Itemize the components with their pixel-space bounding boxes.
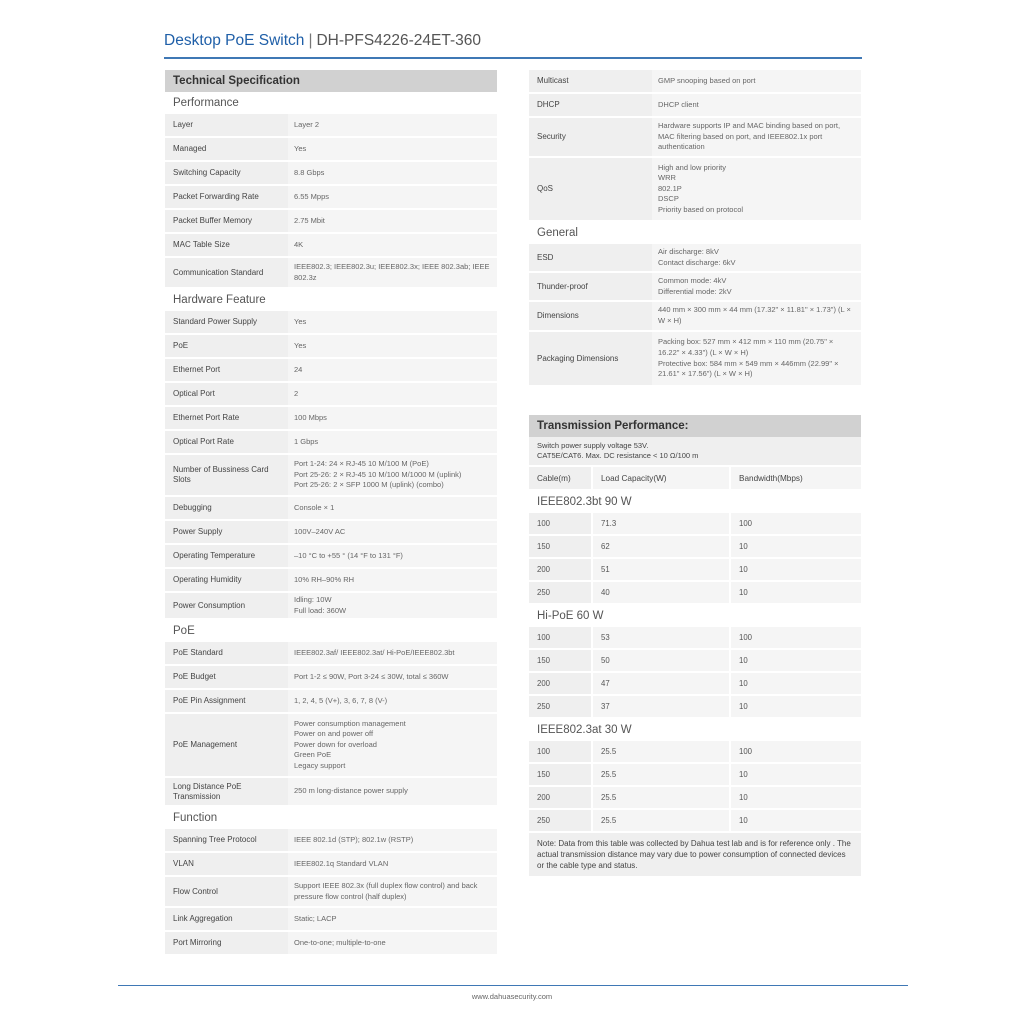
group-heading: Hi-PoE 60 W (537, 610, 604, 622)
spec-row (165, 383, 497, 405)
general-heading: General (537, 227, 578, 239)
spec-row (529, 94, 861, 116)
footer-divider (118, 985, 908, 986)
spec-value: GMP snooping based on port (658, 75, 756, 85)
spec-value-line: Protective box: 584 mm × 549 mm × 446mm (22.99" × 21.61" × 17.56") (L × W × H) (658, 358, 839, 379)
spec-value-line: Power on and power off (294, 729, 374, 739)
spec-value-line: Full load: 360W (294, 605, 347, 615)
spec-label: DHCP (537, 100, 560, 109)
spec-row (165, 210, 497, 232)
bandwidth-cell: 10 (731, 764, 861, 785)
spec-row (165, 258, 497, 287)
load-cell: 40 (593, 582, 729, 603)
spec-label: Long Distance PoE Transmission (173, 781, 242, 801)
cable-cell: 100 (529, 741, 591, 762)
table-row (529, 810, 861, 831)
spec-value: IEEE802.1q Standard VLAN (294, 858, 389, 868)
spec-value-line: WRR (658, 173, 676, 183)
load-cell: 37 (593, 696, 729, 717)
spec-value-line: DSCP (658, 194, 679, 204)
spec-value: 24 (294, 364, 303, 374)
spec-row (529, 118, 861, 156)
table-row (529, 582, 861, 603)
table-row (529, 536, 861, 557)
spec-row (165, 359, 497, 381)
cable-cell: 150 (529, 764, 591, 785)
table-row (529, 696, 861, 717)
spec-label: ESD (537, 252, 554, 262)
spec-row (165, 186, 497, 208)
load-cell: 47 (593, 673, 729, 694)
spec-label: Ethernet Port Rate (173, 413, 240, 422)
spec-row (165, 908, 497, 930)
spec-label: Ethernet Port (173, 365, 221, 374)
spec-row (165, 778, 497, 805)
column-header: Cable(m) (529, 467, 591, 489)
spec-label: Managed (173, 144, 207, 153)
spec-row (165, 690, 497, 712)
poe-heading: PoE (173, 625, 195, 637)
tech-spec-title: Technical Specification (165, 70, 497, 92)
column-header: Bandwidth(Mbps) (731, 467, 861, 489)
spec-value: 8.8 Gbps (294, 167, 325, 177)
bandwidth-cell: 10 (731, 810, 861, 831)
table-row (529, 650, 861, 671)
load-cell: 25.5 (593, 810, 729, 831)
title-divider (164, 57, 862, 59)
column-header: Load Capacity(W) (593, 467, 729, 489)
spec-row (529, 70, 861, 92)
spec-row (165, 521, 497, 543)
spec-row (165, 455, 497, 495)
load-cell: 62 (593, 536, 729, 557)
table-row (529, 764, 861, 785)
bandwidth-cell: 10 (731, 559, 861, 580)
spec-label: Power Consumption (173, 600, 246, 610)
spec-value: Support IEEE 802.3x (full duplex flow control) and back pressure flow control (half duplex) (294, 880, 478, 901)
spec-label: Port Mirroring (173, 938, 222, 947)
spec-row (165, 407, 497, 429)
spec-row (529, 302, 861, 330)
table-row (529, 787, 861, 808)
spec-row (529, 158, 861, 220)
spec-value: 2.75 Mbit (294, 215, 325, 225)
load-cell: 25.5 (593, 764, 729, 785)
spec-value-line: Power consumption management (294, 718, 406, 728)
spec-row (165, 234, 497, 256)
load-cell: 71.3 (593, 513, 729, 534)
hardware-heading: Hardware Feature (173, 294, 266, 306)
spec-row (165, 497, 497, 519)
right-column (529, 70, 861, 876)
function-heading: Function (173, 812, 218, 824)
spec-label: Debugging (173, 503, 212, 512)
spec-value: Port 1-2 ≤ 90W, Port 3-24 ≤ 30W, total ≤ 360W (294, 671, 449, 681)
note-line: CAT5E/CAT6. Max. DC resistance < 10 Ω/100 m (537, 451, 699, 460)
spec-value-line: Air discharge: 8kV (658, 246, 719, 256)
transmission-note (529, 437, 861, 465)
spec-row (165, 877, 497, 906)
table-row (529, 741, 861, 762)
spec-value: DHCP client (658, 99, 699, 109)
bandwidth-cell: 100 (731, 627, 861, 648)
spec-label: Communication Standard (173, 267, 264, 277)
spec-row (165, 138, 497, 160)
spec-value-line: Priority based on protocol (658, 204, 744, 214)
spec-label: Spanning Tree Protocol (173, 835, 257, 844)
spec-value-line: High and low priority (658, 162, 726, 172)
spec-label: Link Aggregation (173, 914, 233, 923)
cable-cell: 100 (529, 513, 591, 534)
spec-row (165, 666, 497, 688)
load-cell: 50 (593, 650, 729, 671)
spec-label: QoS (537, 184, 554, 193)
bandwidth-cell: 10 (731, 673, 861, 694)
spec-value: 440 mm × 300 mm × 44 mm (17.32" × 11.81" × 1.73") (L × W × H) (658, 305, 851, 325)
spec-label: Packet Buffer Memory (173, 216, 252, 225)
spec-value: 100 Mbps (294, 412, 327, 422)
load-cell: 25.5 (593, 741, 729, 762)
spec-value: Yes (294, 316, 307, 326)
spec-value-line: Packing box: 527 mm × 412 mm × 110 mm (20.75" × 16.22" × 4.33") (L × W × H) (658, 337, 834, 357)
spec-row (165, 932, 497, 954)
spec-value: 2 (294, 388, 299, 398)
load-cell: 51 (593, 559, 729, 580)
spec-value-line: Common mode: 4kV (658, 275, 727, 285)
group-heading: IEEE802.3at 30 W (537, 724, 632, 736)
cable-cell: 250 (529, 696, 591, 717)
bandwidth-cell: 100 (731, 513, 861, 534)
spec-value-line: Idling: 10W (294, 594, 332, 604)
spec-value: 1, 2, 4, 5 (V+), 3, 6, 7, 8 (V-) (294, 695, 388, 705)
spec-label: Number of Bussiness Card Slots (173, 465, 269, 484)
spec-value: Hardware supports IP and MAC binding based on port, MAC filtering based on port, and IEEE802.1x port authentication (658, 121, 841, 152)
cable-cell: 150 (529, 536, 591, 557)
spec-label: Packaging Dimensions (537, 353, 619, 363)
spec-value: Yes (294, 340, 307, 350)
spec-value: IEEE 802.1d (STP); 802.1w (RSTP) (294, 834, 414, 844)
spec-value-line: Port 25-26: 2 × RJ-45 10 M/100 M/1000 M (uplink) (294, 469, 462, 479)
cable-cell: 200 (529, 673, 591, 694)
spec-value: 1 Gbps (294, 436, 319, 446)
document-title (164, 32, 481, 50)
spec-row (165, 335, 497, 357)
spec-value-line: Power down for overload (294, 739, 377, 749)
spec-label: Packet Forwarding Rate (173, 192, 259, 201)
spec-row (165, 714, 497, 776)
spec-label: VLAN (173, 859, 194, 868)
spec-value: 100V–240V AC (294, 526, 346, 536)
cable-cell: 200 (529, 787, 591, 808)
spec-value-line: Differential mode: 2kV (658, 286, 732, 296)
bandwidth-cell: 100 (731, 741, 861, 762)
spec-row (165, 593, 497, 618)
spec-label: PoE Budget (173, 672, 216, 681)
spec-label: PoE Standard (173, 648, 223, 657)
cable-cell: 100 (529, 627, 591, 648)
table-row (529, 513, 861, 534)
spec-label: Dimensions (537, 311, 579, 320)
spec-value: One-to-one; multiple-to-one (294, 937, 386, 947)
performance-heading: Performance (173, 97, 239, 109)
spec-row (165, 569, 497, 591)
load-cell: 25.5 (593, 787, 729, 808)
spec-label: Operating Temperature (173, 551, 256, 560)
spec-row (165, 431, 497, 453)
bandwidth-cell: 10 (731, 696, 861, 717)
spec-value: 6.55 Mpps (294, 191, 330, 201)
spec-label: PoE Management (173, 740, 238, 749)
spec-value: 4K (294, 239, 304, 249)
table-header-row (529, 467, 861, 489)
cable-cell: 250 (529, 582, 591, 603)
left-column (165, 70, 497, 956)
spec-value: Console × 1 (294, 502, 335, 512)
spec-value-line: Green PoE (294, 750, 332, 760)
spec-row (165, 853, 497, 875)
cable-cell: 150 (529, 650, 591, 671)
spec-label: Optical Port (173, 389, 215, 398)
spec-value: 10% RH–90% RH (294, 574, 355, 584)
spec-value: IEEE802.3; IEEE802.3u; IEEE802.3x; IEEE 802.3ab; IEEE 802.3z (294, 261, 490, 282)
cable-cell: 250 (529, 810, 591, 831)
spec-value: IEEE802.3af/ IEEE802.3at/ Hi-PoE/IEEE802.3bt (294, 647, 455, 657)
bandwidth-cell: 10 (731, 582, 861, 603)
spec-label: Power Supply (173, 527, 223, 536)
group-heading: IEEE802.3bt 90 W (537, 496, 632, 508)
spec-label: Standard Power Supply (173, 317, 258, 326)
transmission-title: Transmission Performance: (529, 415, 861, 437)
spec-row (165, 642, 497, 664)
footer-url: www.dahuasecurity.com (471, 992, 553, 1001)
spec-row (165, 311, 497, 333)
spec-label: Layer (173, 120, 194, 129)
spec-value-line: Port 1-24: 24 × RJ-45 10 M/100 M (PoE) (294, 459, 429, 469)
spec-value: Yes (294, 143, 307, 153)
cable-cell: 200 (529, 559, 591, 580)
spec-label: Security (537, 132, 566, 141)
spec-row (165, 162, 497, 184)
spec-value: Static; LACP (294, 913, 337, 923)
spec-label: PoE (173, 341, 189, 350)
spec-value: 250 m long-distance power supply (294, 786, 408, 796)
spec-value-line: Legacy support (294, 760, 346, 770)
spec-row (529, 332, 861, 385)
load-cell: 53 (593, 627, 729, 648)
product-model: DH-PFS4226-24ET-360 (316, 32, 482, 49)
table-row (529, 627, 861, 648)
spec-value-line: Port 25-26: 2 × SFP 1000 M (uplink) (combo) (294, 480, 444, 490)
product-type: Desktop PoE Switch (164, 32, 305, 49)
spec-row (165, 114, 497, 136)
spec-label: Thunder-proof (537, 281, 588, 291)
title-separator: | (308, 32, 313, 49)
bandwidth-cell: 10 (731, 536, 861, 557)
spec-label: Operating Humidity (173, 575, 242, 584)
spec-row (165, 545, 497, 567)
note-line: Switch power supply voltage 53V. (537, 441, 649, 450)
spec-row (529, 244, 861, 271)
spec-label: Flow Control (173, 886, 218, 896)
spec-value-line: 802.1P (658, 183, 682, 193)
spec-label: Switching Capacity (173, 168, 241, 177)
spec-label: PoE Pin Assignment (173, 696, 246, 705)
spec-row (165, 829, 497, 851)
transmission-footnote: Note: Data from this table was collected by Dahua test lab and is for reference only . The actual transmission distance may vary due to power consumption of connected devices or the cable type and status. (529, 833, 861, 876)
spec-label: Optical Port Rate (173, 437, 234, 446)
spec-row (529, 273, 861, 300)
bandwidth-cell: 10 (731, 650, 861, 671)
bandwidth-cell: 10 (731, 787, 861, 808)
spec-label: MAC Table Size (173, 240, 230, 249)
spec-value: Layer 2 (294, 119, 320, 129)
table-row (529, 673, 861, 694)
table-row (529, 559, 861, 580)
spec-value: –10 °C to +55 ° (14 °F to 131 °F) (294, 550, 403, 560)
spec-label: Multicast (537, 76, 569, 85)
spec-value-line: Contact discharge: 6kV (658, 257, 736, 267)
